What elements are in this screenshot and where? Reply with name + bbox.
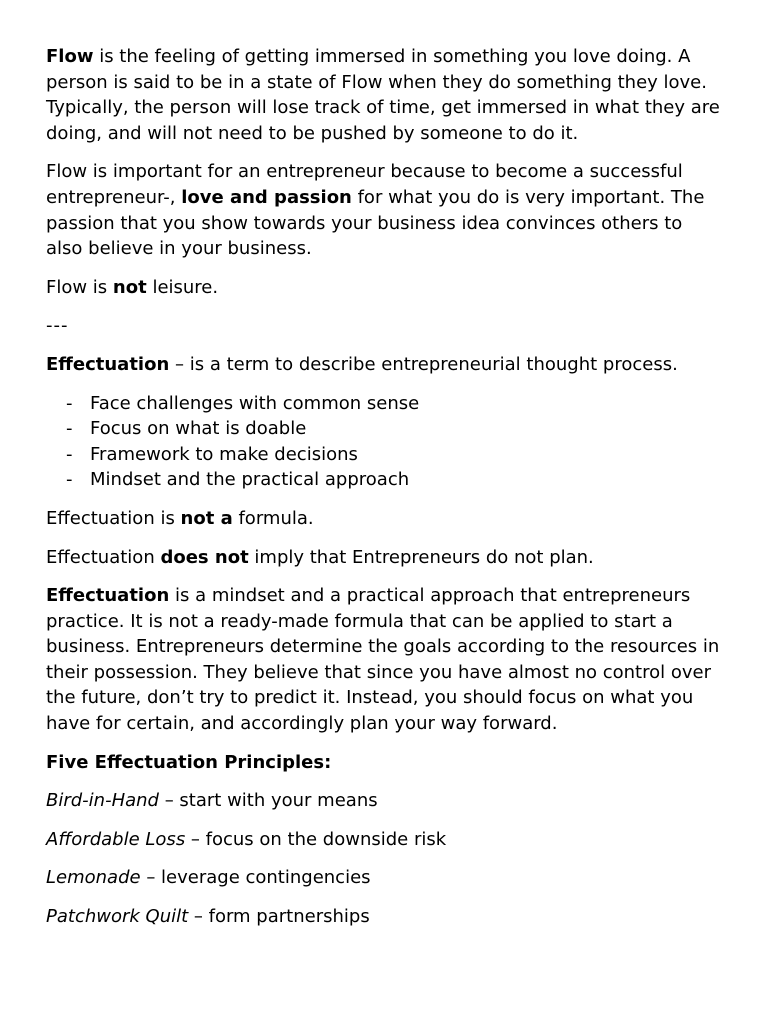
principles-heading-text: Five Effectuation Principles: bbox=[46, 751, 332, 773]
principle-desc: – form partnerships bbox=[188, 906, 370, 928]
flow-importance-pre: Flow is important for an entrepreneur because to become a successful entrepreneur-, bbox=[46, 161, 683, 208]
mindset-text: is a mindset and a practical approach that entrepreneurs practice. It is not a ready-made formula that can be applied to start a business. Entrepreneurs determine the goals according to the resources in their possession. They believe that since you have almost no control over the future, don’t try to predict it. Instead, you should focus on what you have for certain, and accordingly plan your way forward. bbox=[46, 585, 720, 735]
flow-importance bbox=[46, 159, 722, 261]
effectuation-definition-text: – is a term to describe entrepreneurial thought process. bbox=[169, 353, 678, 375]
bullet-dash: - bbox=[66, 392, 73, 414]
principle-item bbox=[46, 904, 722, 930]
flow-definition-text: is the feeling of getting immersed in something you love doing. A person is said to be in a state of Flow when they do something they love. Typically, the person will lose track of time, get immersed in what they are doing, and will not need to be pushed by someone to do it. bbox=[46, 46, 720, 144]
principle-desc: – start with your means bbox=[158, 790, 378, 812]
flow-not-post: leisure. bbox=[146, 276, 219, 298]
list-item-text: Face challenges with common sense bbox=[90, 392, 420, 414]
effectuation-does-not-plan bbox=[46, 545, 722, 571]
section-separator: --- bbox=[46, 315, 69, 337]
mindset-term: Effectuation bbox=[46, 585, 170, 607]
list-item bbox=[66, 391, 722, 417]
principle-item bbox=[46, 827, 722, 853]
does-not-plan-pre: Effectuation bbox=[46, 546, 161, 568]
flow-not-bold: not bbox=[112, 276, 147, 298]
flow-not-leisure bbox=[46, 275, 722, 301]
effectuation-term: Effectuation bbox=[46, 353, 170, 375]
effectuation-definition bbox=[46, 352, 722, 378]
principle-name: Bird-in-Hand bbox=[46, 790, 159, 812]
list-item bbox=[66, 467, 722, 493]
list-item-text: Focus on what is doable bbox=[90, 418, 307, 440]
flow-term: Flow bbox=[46, 46, 94, 67]
list-item-text: Mindset and the practical approach bbox=[90, 469, 410, 491]
list-item-text: Framework to make decisions bbox=[90, 443, 358, 465]
does-not-plan-bold: does not bbox=[160, 546, 249, 568]
effectuation-bullet-list bbox=[46, 391, 722, 493]
list-item bbox=[66, 416, 722, 442]
principle-desc: – focus on the downside risk bbox=[185, 828, 447, 850]
flow-importance-post: for what you do is very important. The passion that you show towards your business idea convinces others to also believe in your business. bbox=[46, 186, 705, 260]
principle-item bbox=[46, 865, 722, 891]
not-formula-post: formula. bbox=[232, 507, 314, 529]
not-formula-bold: not a bbox=[180, 507, 233, 529]
principle-desc: – leverage contingencies bbox=[140, 867, 371, 889]
effectuation-not-formula bbox=[46, 506, 722, 532]
does-not-plan-post: imply that Entrepreneurs do not plan. bbox=[248, 546, 594, 568]
flow-importance-bold: love and passion bbox=[181, 186, 352, 208]
flow-not-pre: Flow is bbox=[46, 276, 113, 298]
effectuation-mindset-paragraph bbox=[46, 583, 722, 737]
principles-heading bbox=[46, 750, 722, 776]
principle-name: Affordable Loss bbox=[46, 828, 186, 850]
principle-item bbox=[46, 788, 722, 814]
list-item bbox=[66, 442, 722, 468]
flow-definition bbox=[46, 44, 722, 146]
not-formula-pre: Effectuation is bbox=[46, 507, 181, 529]
principle-name: Lemonade bbox=[46, 867, 141, 889]
bullet-dash: - bbox=[66, 469, 73, 491]
principle-name: Patchwork Quilt bbox=[46, 906, 189, 928]
bullet-dash: - bbox=[66, 443, 73, 465]
bullet-dash: - bbox=[66, 418, 73, 440]
